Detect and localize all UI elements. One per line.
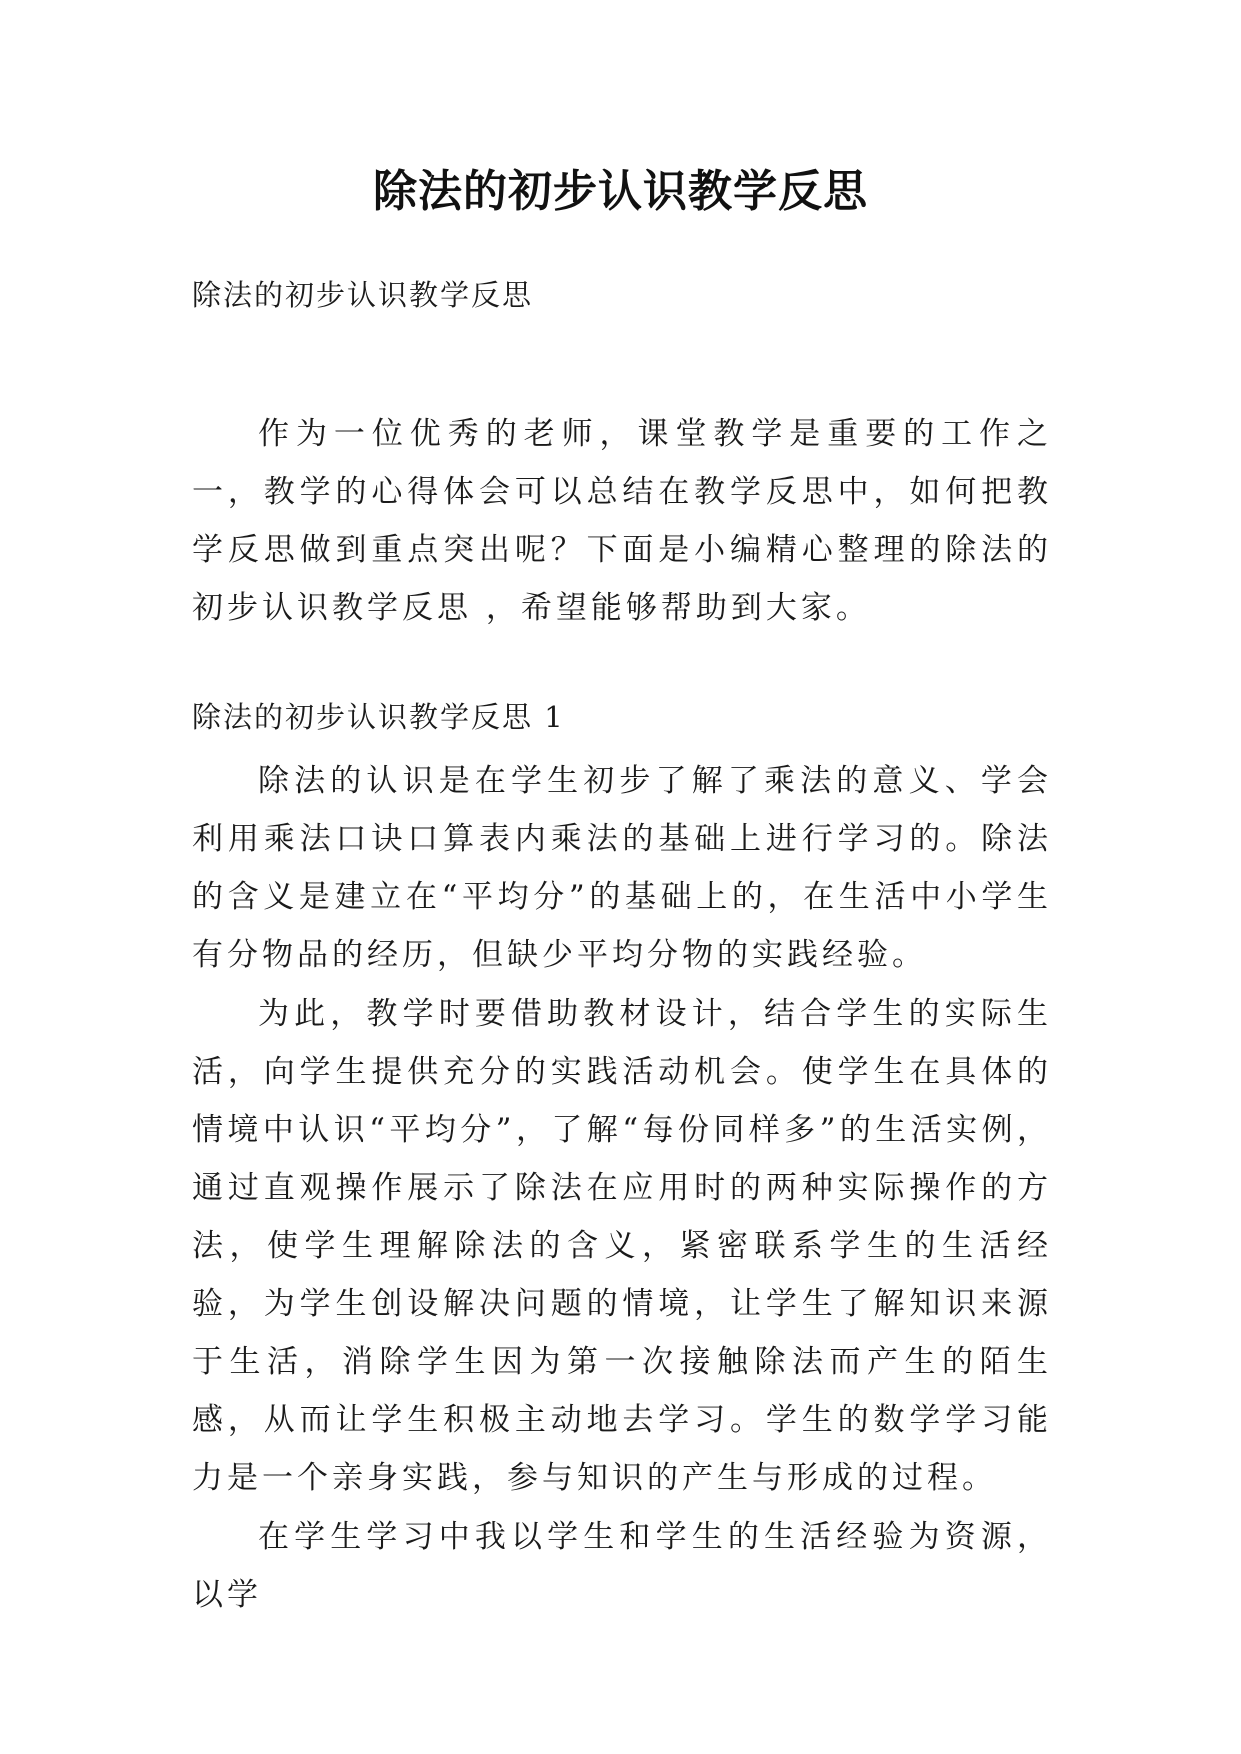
document-subtitle: 除法的初步认识教学反思 (192, 278, 534, 312)
body-paragraph: 在学生学习中我以学生和学生的生活经验为资源，以学 (192, 1519, 1052, 1613)
document-title: 除法的初步认识教学反思 (373, 166, 868, 217)
body-paragraph: 为此，教学时要借助教材设计，结合学生的实际生活，向学生提供充分的实践活动机会。使学生在具体的情境中认识“平均分”，了解“每份同样多”的生活实例，通过直观操作展示了除法在应用时的两种实际操作的方法，使学生理解除法的含义，紧密联系学生的生活经验，为学生创设解决问题的情境，让学生了解知识来源于生活，消除学生因为第一次接触除法而产生的陌生感，从而让学生积极主动地去学习。学生的数学学习能力是一个亲身实践，参与知识的产生与形成的过程。 (192, 996, 1052, 1496)
intro-paragraph: 作为一位优秀的老师，课堂教学是重要的工作之一，教学的心得体会可以总结在教学反思中，如何把教学反思做到重点突出呢？下面是小编精心整理的除法的初步认识教学反思 ，希望能够帮助到大家。 (192, 416, 1052, 626)
section-heading: 除法的初步认识教学反思 1 (192, 700, 565, 734)
body-paragraph: 除法的认识是在学生初步了解了乘法的意义、学会利用乘法口诀口算表内乘法的基础上进行学习的。除法的含义是建立在“平均分”的基础上的，在生活中小学生有分物品的经历，但缺少平均分物的实践经验。 (192, 763, 1052, 973)
